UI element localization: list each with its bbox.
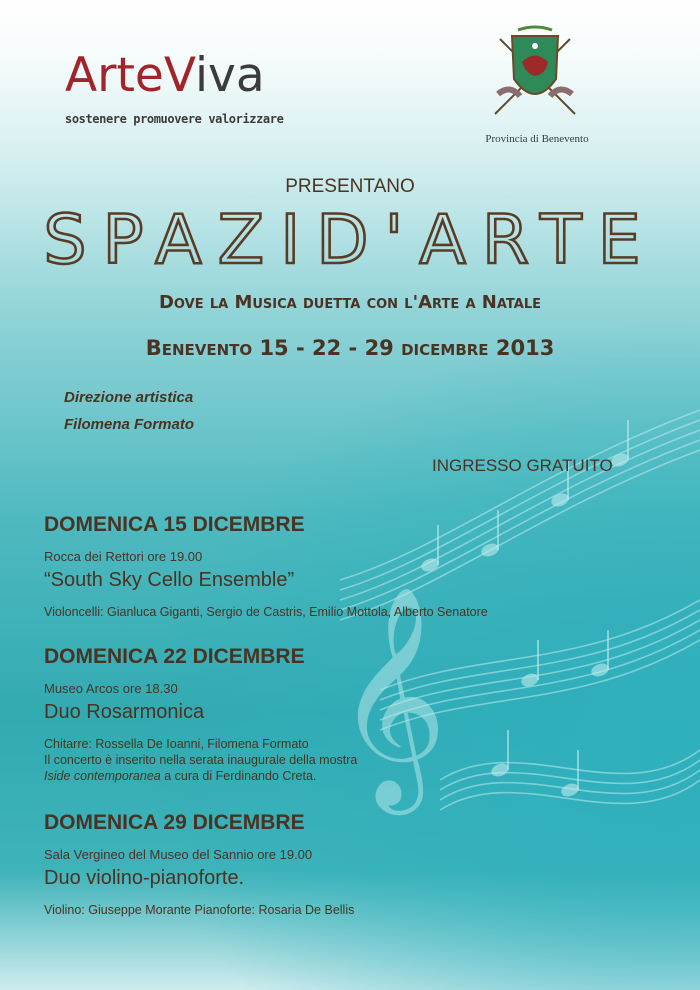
event-2-place: Museo Arcos ore 18.30 (44, 681, 178, 696)
event-title-text: SPAZID'ARTE (43, 201, 657, 275)
event-2-detail-1: Chitarre: Rossella De Ioanni, Filomena Formato (44, 737, 309, 751)
event-dates: Benevento 15 - 22 - 29 dicembre 2013 (145, 336, 555, 360)
event-1-detail: Violoncelli: Gianluca Giganti, Sergio de Castris, Emilio Mottola, Alberto Senatore (44, 605, 488, 619)
exhibition-curator: a cura di Ferdinando Creta. (160, 769, 317, 783)
direction-label: Direzione artistica (64, 389, 194, 406)
event-2-day: DOMENICA 22 DICEMBRE (44, 645, 305, 668)
province-label: Provincia di Benevento (485, 133, 589, 145)
music-notes-icon (320, 350, 700, 910)
event-2-detail-3 (44, 769, 316, 783)
presentano-heading: PRESENTANO (285, 176, 415, 197)
event-2-name: Duo Rosarmonica (44, 701, 205, 723)
logo-part-2: V (163, 48, 195, 103)
event-3-place: Sala Vergineo del Museo del Sannio ore 19.00 (44, 847, 313, 862)
event-3-detail: Violino: Giuseppe Morante Pianoforte: Rosaria De Bellis (44, 903, 355, 917)
logo-tagline: sostenere promuovere valorizzare (65, 112, 284, 126)
event-2-detail-2: Il concerto è inserito nella serata inaugurale della mostra (44, 753, 358, 767)
event-1-day: DOMENICA 15 DICEMBRE (44, 513, 305, 536)
direction-name: Filomena Formato (64, 416, 195, 433)
event-title (30, 200, 670, 275)
logo-part-3: iva (194, 48, 265, 103)
event-3-day: DOMENICA 29 DICEMBRE (44, 811, 305, 834)
svg-text:𝄞: 𝄞 (335, 584, 448, 805)
arteviva-logo (65, 48, 284, 126)
event-1-place: Rocca dei Rettori ore 19.00 (44, 549, 203, 564)
exhibition-title: Iside contemporanea (44, 769, 161, 783)
logo-part-1: Arte (65, 48, 164, 103)
event-1-name: “South Sky Cello Ensemble” (44, 569, 295, 591)
event-3-name: Duo violino-pianoforte. (44, 867, 245, 889)
coat-of-arms-icon (490, 24, 580, 124)
free-entry-label: INGRESSO GRATUITO (432, 456, 613, 475)
event-subtitle: Dove la Musica duetta con l'Arte a Natale (158, 292, 541, 313)
